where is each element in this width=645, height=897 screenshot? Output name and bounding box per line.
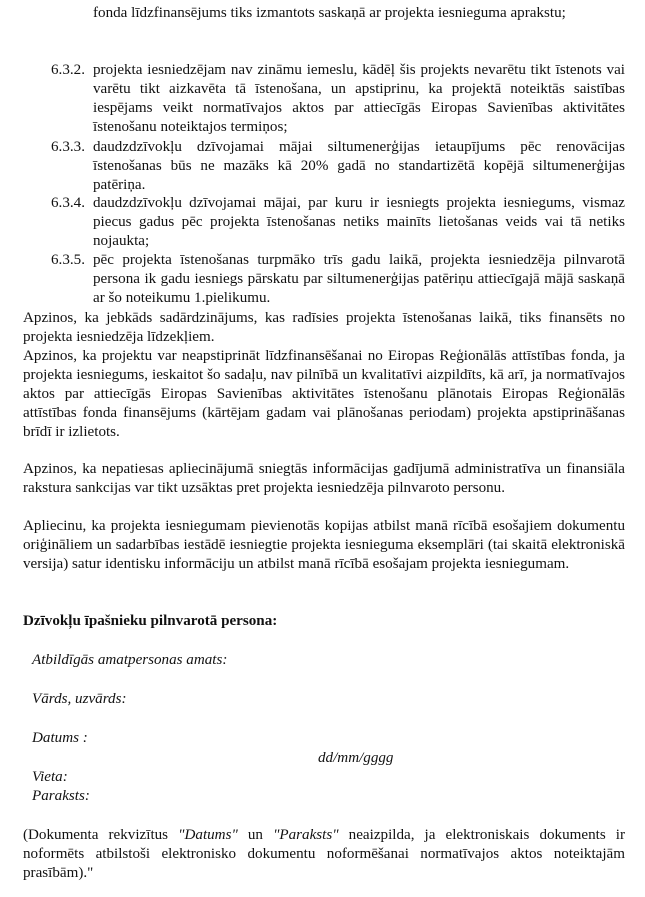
item-number: 6.3.3. [51, 139, 85, 155]
paragraph-copies-certification: Apliecinu, ka projekta iesniegumam pievienotās kopijas atbilst manā rīcībā esošajiem dokumentu oriģināliem un sadarbības iestādē iesniegtie projekta iesnieguma eksemplāri (tai skaitā elektroniskā versija) satur identisku informāciju un atbilst manā rīcībā esošajam projekta iesniegumam. [23, 518, 625, 572]
field-label-name: Vārds, uzvārds: [32, 691, 127, 707]
item-text: daudzdzīvokļu dzīvojamai mājai, par kuru ir iesniegts projekta iesniegums, vismaz piecus gadus pēc projekta īstenošanas netiks mainīts lietošanas veids vai tā netiks nojaukta; [93, 195, 625, 249]
paragraph-cost-increase: Apzinos, ka jebkāds sadārdzinājums, kas radīsies projekta īstenošanas laikā, tiks finansēts no projekta iesniedzēja līdzekļiem. [23, 310, 625, 345]
item-number: 6.3.4. [51, 195, 85, 211]
list-item [51, 61, 625, 137]
item-6-3-1-tail: fonda līdzfinansējums tiks izmantots saskaņā ar projekta iesnieguma aprakstu; [93, 5, 566, 21]
note-middle: un [237, 827, 274, 843]
field-label-signature: Paraksts: [32, 788, 90, 804]
paragraph-sanctions: Apzinos, ka nepatiesas apliecinājumā sniegtās informācijas gadījumā administratīva un finansiāla rakstura sankcijas var tikt uzsāktas pret projekta iesniedzēja pilnvaroto personu. [23, 461, 625, 496]
item-text: daudzdzīvokļu dzīvojamai mājai siltumenerģijas ietaupījums pēc renovācijas īstenošanas būs ne mazāks kā 20% gadā no standartizētā kopējā siltumenerģijas patēriņa. [93, 139, 625, 193]
date-format-placeholder: dd/mm/gggg [318, 750, 394, 766]
item-number: 6.3.2. [51, 62, 85, 78]
note-suffix: neaizpilda, ja elektroniskais dokuments ir noformēts atbilstoši elektronisko dokumentu noformēšanai normatīvajos aktos noteiktajām prasībām)." [23, 827, 626, 881]
item-text: projekta iesniedzējam nav zināmu iemeslu, kādēļ šis projekts nevarētu tikt īstenots vai varētu tikt aizkavēta tā īstenošana, un apstiprinu, ka projektā noteiktās saistības iespējams veikt normatīvajos aktos par attiecīgās Eiropas Savienības aktivitātes īstenošanu noteiktajos termiņos; [93, 62, 625, 135]
closing-note [23, 826, 625, 883]
list-item [51, 138, 625, 195]
field-label-date: Datums : [32, 730, 88, 746]
note-term-signature: "Paraksts" [273, 827, 339, 843]
paragraph-approval-conditions: Apzinos, ka projektu var neapstiprināt līdzfinansēšanai no Eiropas Reģionālās attīstības fonda, ja projekta iesniegums, ieskaitot šo sadaļu, nav pilnībā un kvalitatīvi aizpildīts, kā arī, ja normatīvajos aktos par attiecīgās Eiropas Savienības aktivitātes īstenošanu plānotais Eiropas Reģionālās attīstības fonda finansējums (kārtējam gadam vai plānošanas periodam) projekta apstiprināšanas brīdī ir izlietots. [23, 348, 625, 440]
field-label-place: Vieta: [32, 769, 68, 785]
item-text: pēc projekta īstenošanas turpmāko trīs gadu laikā, projekta iesniedzēja pilnvarotā persona ik gadu iesniegs pārskatu par siltumenerģijas patēriņu attiecīgajā mājā saskaņā ar šo noteikumu 1.pielikumu. [93, 252, 625, 306]
field-label-position: Atbildīgās amatpersonas amats: [32, 652, 228, 668]
signatory-heading: Dzīvokļu īpašnieku pilnvarotā persona: [23, 613, 278, 629]
note-prefix: (Dokumenta rekvizītus [23, 827, 179, 843]
list-item [51, 251, 625, 308]
note-term-date: "Datums" [178, 827, 238, 843]
list-item [51, 194, 625, 251]
item-number: 6.3.5. [51, 252, 85, 268]
